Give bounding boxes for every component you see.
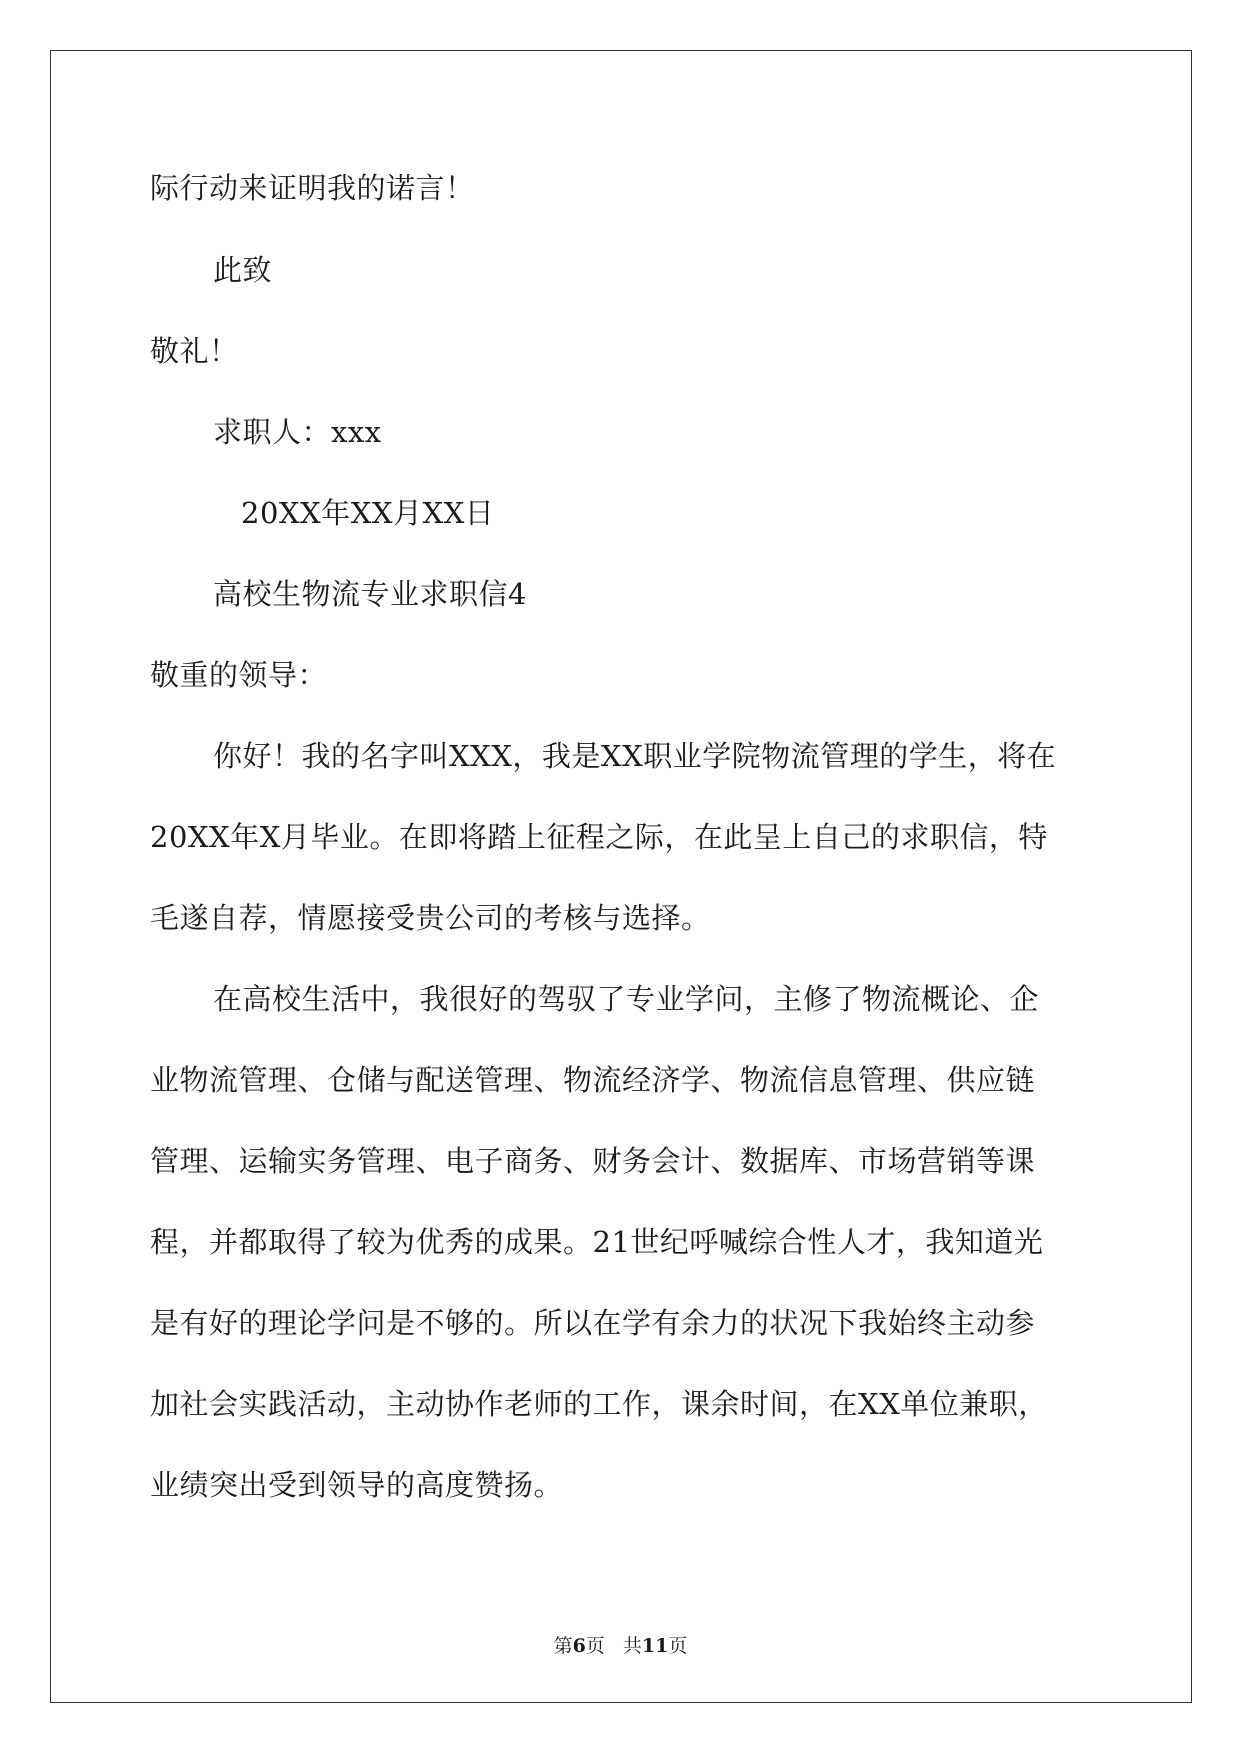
page-footer [0, 1633, 1241, 1659]
letter-greeting: 敬重的领导： [150, 658, 328, 692]
page-total: 共11页 [622, 1635, 688, 1657]
paragraph-line: 毛遂自荐，情愿接受贵公司的考核与选择。 [150, 901, 711, 935]
paragraph-line: 是有好的理论学问是不够的。所以在学有余力的状况下我始终主动参 [150, 1306, 1036, 1340]
paragraph-line: 业物流管理、仓储与配送管理、物流经济学、物流信息管理、供应链 [150, 1063, 1036, 1097]
page-border [50, 50, 1192, 1703]
paragraph-line: 加社会实践活动，主动协作老师的工作，课余时间，在XX单位兼职， [150, 1387, 1048, 1421]
salutation-jingli: 敬礼！ [150, 334, 239, 368]
letter-date: 20XX年XX月XX日 [241, 496, 495, 530]
page-number: 第6页 [553, 1635, 605, 1657]
paragraph-line: 你好！我的名字叫XXX，我是XX职业学院物流管理的学生，将在 [213, 739, 1057, 773]
salutation-cizhi: 此致 [213, 253, 273, 287]
paragraph-line: 在高校生活中，我很好的驾驭了专业学问，主修了物流概论、企 [213, 982, 1040, 1016]
section-heading: 高校生物流专业求职信4 [213, 577, 527, 611]
applicant-signature: 求职人：xxx [213, 415, 382, 449]
paragraph-line: 业绩突出受到领导的高度赞扬。 [150, 1468, 564, 1502]
paragraph-line: 程，并都取得了较为优秀的成果。21世纪呼喊综合性人才，我知道光 [150, 1225, 1044, 1259]
text-line-closing: 际行动来证明我的诺言！ [150, 171, 475, 205]
paragraph-line: 20XX年X月毕业。在即将踏上征程之际，在此呈上自己的求职信，特 [150, 820, 1048, 854]
paragraph-line: 管理、运输实务管理、电子商务、财务会计、数据库、市场营销等课 [150, 1144, 1036, 1178]
